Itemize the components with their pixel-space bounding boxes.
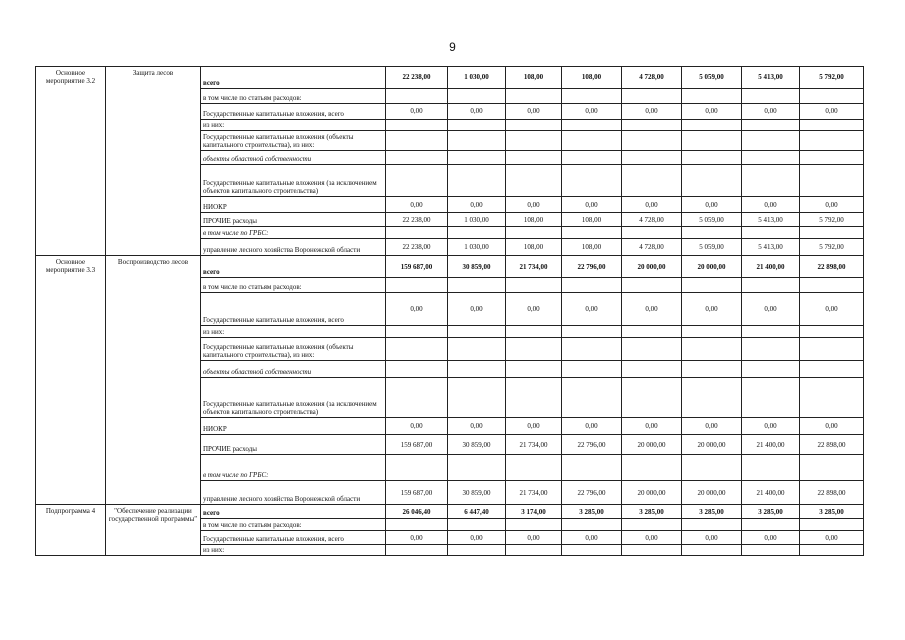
value-cell — [562, 278, 622, 293]
value-cell — [742, 338, 800, 361]
row-label: управление лесного хозяйства Воронежской области — [201, 481, 386, 505]
value-cell — [506, 378, 562, 418]
value-cell: 0,00 — [562, 104, 622, 120]
value-cell: 0,00 — [506, 293, 562, 326]
value-cell — [742, 519, 800, 531]
program-name: Воспроизводство лесов — [106, 256, 201, 505]
value-cell — [448, 361, 506, 378]
value-cell — [562, 326, 622, 338]
value-cell — [682, 545, 742, 556]
value-cell — [448, 326, 506, 338]
value-cell — [742, 120, 800, 131]
value-cell: 0,00 — [386, 293, 448, 326]
value-cell: 0,00 — [800, 418, 864, 435]
value-cell — [682, 89, 742, 104]
value-cell — [562, 227, 622, 239]
value-cell — [448, 227, 506, 239]
value-cell — [386, 455, 448, 481]
value-cell — [506, 545, 562, 556]
value-cell: 0,00 — [386, 418, 448, 435]
value-cell: 0,00 — [742, 104, 800, 120]
row-label: Государственные капитальные вложения (за исключением объектов капитального строительства) — [201, 378, 386, 418]
row-label: ПРОЧИЕ расходы — [201, 213, 386, 227]
value-cell — [682, 120, 742, 131]
value-cell — [506, 361, 562, 378]
value-cell — [386, 361, 448, 378]
value-cell: 0,00 — [448, 293, 506, 326]
value-cell: 0,00 — [506, 104, 562, 120]
value-cell — [800, 227, 864, 239]
value-cell — [742, 455, 800, 481]
row-label: НИОКР — [201, 197, 386, 213]
value-cell — [742, 278, 800, 293]
value-cell — [506, 131, 562, 151]
value-cell — [800, 120, 864, 131]
value-cell — [622, 89, 682, 104]
value-cell: 0,00 — [562, 418, 622, 435]
value-cell — [800, 326, 864, 338]
value-cell: 0,00 — [448, 104, 506, 120]
table-row — [36, 505, 864, 519]
value-cell: 0,00 — [562, 293, 622, 326]
value-cell — [742, 326, 800, 338]
value-cell — [448, 378, 506, 418]
value-cell: 0,00 — [386, 104, 448, 120]
value-cell: 159 687,00 — [386, 435, 448, 455]
value-cell — [682, 131, 742, 151]
value-cell — [386, 338, 448, 361]
value-cell — [562, 545, 622, 556]
value-cell — [800, 131, 864, 151]
value-cell — [562, 89, 622, 104]
value-cell: 30 859,00 — [448, 435, 506, 455]
value-cell: 5 413,00 — [742, 67, 800, 89]
program-name: Защита лесов — [106, 67, 201, 256]
row-label: всего — [201, 505, 386, 519]
page-number: 9 — [449, 40, 456, 54]
value-cell — [386, 326, 448, 338]
value-cell — [386, 278, 448, 293]
value-cell: 5 792,00 — [800, 239, 864, 256]
value-cell — [682, 227, 742, 239]
value-cell: 0,00 — [682, 104, 742, 120]
value-cell — [800, 378, 864, 418]
value-cell: 108,00 — [506, 67, 562, 89]
value-cell: 22 238,00 — [386, 213, 448, 227]
row-label: из них: — [201, 120, 386, 131]
value-cell: 5 059,00 — [682, 239, 742, 256]
value-cell: 1 030,00 — [448, 67, 506, 89]
value-cell: 20 000,00 — [622, 435, 682, 455]
value-cell: 22 796,00 — [562, 481, 622, 505]
budget-table — [35, 66, 864, 556]
value-cell: 0,00 — [448, 197, 506, 213]
value-cell: 0,00 — [742, 418, 800, 435]
value-cell — [800, 519, 864, 531]
value-cell — [448, 338, 506, 361]
row-label: Государственные капитальные вложения, всего — [201, 293, 386, 326]
value-cell: 0,00 — [742, 197, 800, 213]
value-cell: 22 796,00 — [562, 435, 622, 455]
row-label: в том числе по статьям расходов: — [201, 278, 386, 293]
value-cell: 20 000,00 — [622, 481, 682, 505]
value-cell: 21 734,00 — [506, 256, 562, 278]
value-cell: 0,00 — [506, 418, 562, 435]
program-code: Подпрограмма 4 — [36, 505, 106, 556]
value-cell: 0,00 — [682, 197, 742, 213]
value-cell — [386, 227, 448, 239]
value-cell — [682, 326, 742, 338]
value-cell: 108,00 — [562, 67, 622, 89]
value-cell — [742, 131, 800, 151]
value-cell — [800, 165, 864, 197]
row-label: Государственные капитальные вложения, всего — [201, 531, 386, 545]
value-cell: 26 046,40 — [386, 505, 448, 519]
value-cell — [682, 338, 742, 361]
value-cell: 3 285,00 — [622, 505, 682, 519]
value-cell — [386, 131, 448, 151]
value-cell — [742, 545, 800, 556]
table-row — [36, 67, 864, 89]
value-cell — [562, 131, 622, 151]
program-code: Основное мероприятие 3.2 — [36, 67, 106, 256]
value-cell: 6 447,40 — [448, 505, 506, 519]
value-cell — [562, 519, 622, 531]
value-cell: 30 859,00 — [448, 481, 506, 505]
value-cell: 3 174,00 — [506, 505, 562, 519]
value-cell: 159 687,00 — [386, 481, 448, 505]
value-cell: 3 285,00 — [682, 505, 742, 519]
row-label: в том числе по ГРБС: — [201, 227, 386, 239]
value-cell — [742, 89, 800, 104]
value-cell: 0,00 — [562, 531, 622, 545]
row-label: в том числе по статьям расходов: — [201, 89, 386, 104]
value-cell — [562, 120, 622, 131]
row-label: ПРОЧИЕ расходы — [201, 435, 386, 455]
value-cell — [682, 151, 742, 165]
value-cell: 3 285,00 — [800, 505, 864, 519]
value-cell — [562, 378, 622, 418]
value-cell: 21 734,00 — [506, 481, 562, 505]
value-cell: 3 285,00 — [742, 505, 800, 519]
value-cell: 22 238,00 — [386, 67, 448, 89]
value-cell — [506, 120, 562, 131]
value-cell: 4 728,00 — [622, 67, 682, 89]
row-label: НИОКР — [201, 418, 386, 435]
value-cell: 5 059,00 — [682, 213, 742, 227]
value-cell: 0,00 — [448, 418, 506, 435]
value-cell — [448, 151, 506, 165]
value-cell — [622, 338, 682, 361]
row-label: из них: — [201, 545, 386, 556]
value-cell — [562, 455, 622, 481]
value-cell: 108,00 — [506, 213, 562, 227]
value-cell: 22 898,00 — [800, 435, 864, 455]
value-cell — [448, 519, 506, 531]
value-cell: 4 728,00 — [622, 239, 682, 256]
value-cell: 108,00 — [562, 239, 622, 256]
value-cell — [506, 326, 562, 338]
value-cell: 0,00 — [682, 418, 742, 435]
value-cell: 5 792,00 — [800, 213, 864, 227]
value-cell — [506, 278, 562, 293]
value-cell: 0,00 — [800, 197, 864, 213]
value-cell — [682, 519, 742, 531]
value-cell: 0,00 — [622, 197, 682, 213]
value-cell: 0,00 — [622, 104, 682, 120]
value-cell — [562, 338, 622, 361]
value-cell: 21 734,00 — [506, 435, 562, 455]
row-label: управление лесного хозяйства Воронежской области — [201, 239, 386, 256]
value-cell: 1 030,00 — [448, 213, 506, 227]
value-cell — [506, 338, 562, 361]
value-cell — [800, 89, 864, 104]
value-cell — [682, 378, 742, 418]
row-label: всего — [201, 256, 386, 278]
program-code: Основное мероприятие 3.3 — [36, 256, 106, 505]
value-cell — [506, 89, 562, 104]
value-cell: 0,00 — [448, 531, 506, 545]
value-cell — [386, 89, 448, 104]
value-cell — [800, 338, 864, 361]
value-cell — [448, 165, 506, 197]
value-cell — [448, 131, 506, 151]
value-cell — [506, 455, 562, 481]
value-cell: 22 796,00 — [562, 256, 622, 278]
value-cell: 0,00 — [742, 293, 800, 326]
value-cell — [562, 151, 622, 165]
value-cell: 0,00 — [506, 197, 562, 213]
value-cell — [622, 545, 682, 556]
value-cell — [622, 326, 682, 338]
value-cell — [448, 120, 506, 131]
value-cell: 22 898,00 — [800, 481, 864, 505]
value-cell: 0,00 — [800, 531, 864, 545]
value-cell: 30 859,00 — [448, 256, 506, 278]
value-cell — [742, 378, 800, 418]
row-label: Государственные капитальные вложения (объекты капитального строительства), из них: — [201, 131, 386, 151]
value-cell — [386, 519, 448, 531]
value-cell — [622, 361, 682, 378]
value-cell — [562, 165, 622, 197]
value-cell: 0,00 — [562, 197, 622, 213]
row-label: в том числе по ГРБС: — [201, 455, 386, 481]
value-cell — [506, 519, 562, 531]
value-cell — [506, 165, 562, 197]
value-cell — [800, 278, 864, 293]
row-label: Государственные капитальные вложения (объекты капитального строительства), из них: — [201, 338, 386, 361]
value-cell: 22 238,00 — [386, 239, 448, 256]
value-cell: 20 000,00 — [622, 256, 682, 278]
value-cell: 0,00 — [682, 531, 742, 545]
value-cell — [622, 519, 682, 531]
value-cell — [506, 227, 562, 239]
value-cell — [622, 278, 682, 293]
value-cell — [448, 455, 506, 481]
value-cell: 159 687,00 — [386, 256, 448, 278]
value-cell — [742, 165, 800, 197]
value-cell: 5 413,00 — [742, 239, 800, 256]
value-cell: 22 898,00 — [800, 256, 864, 278]
value-cell — [742, 227, 800, 239]
row-label: объекты областной собственности — [201, 361, 386, 378]
value-cell: 108,00 — [562, 213, 622, 227]
value-cell: 20 000,00 — [682, 481, 742, 505]
value-cell — [682, 361, 742, 378]
value-cell — [800, 151, 864, 165]
value-cell: 1 030,00 — [448, 239, 506, 256]
value-cell: 0,00 — [622, 293, 682, 326]
value-cell: 0,00 — [622, 418, 682, 435]
value-cell — [800, 361, 864, 378]
value-cell — [622, 227, 682, 239]
value-cell — [622, 120, 682, 131]
value-cell: 0,00 — [800, 293, 864, 326]
program-name: "Обеспечение реализации государственной программы" — [106, 505, 201, 556]
row-label: из них: — [201, 326, 386, 338]
value-cell — [800, 455, 864, 481]
value-cell — [386, 378, 448, 418]
value-cell: 108,00 — [506, 239, 562, 256]
value-cell — [622, 455, 682, 481]
value-cell: 0,00 — [800, 104, 864, 120]
value-cell — [622, 378, 682, 418]
value-cell: 4 728,00 — [622, 213, 682, 227]
value-cell: 5 059,00 — [682, 67, 742, 89]
value-cell — [506, 151, 562, 165]
value-cell: 21 400,00 — [742, 435, 800, 455]
row-label: всего — [201, 67, 386, 89]
value-cell — [386, 165, 448, 197]
value-cell — [742, 361, 800, 378]
row-label: объекты областной собственности — [201, 151, 386, 165]
value-cell: 0,00 — [622, 531, 682, 545]
value-cell — [562, 361, 622, 378]
value-cell: 0,00 — [386, 531, 448, 545]
value-cell — [682, 278, 742, 293]
value-cell — [800, 545, 864, 556]
value-cell — [448, 89, 506, 104]
value-cell: 20 000,00 — [682, 435, 742, 455]
value-cell — [682, 165, 742, 197]
value-cell — [622, 131, 682, 151]
row-label: Государственные капитальные вложения (за исключением объектов капитального строительства) — [201, 165, 386, 197]
value-cell — [448, 545, 506, 556]
value-cell — [622, 165, 682, 197]
row-label: в том числе по статьям расходов: — [201, 519, 386, 531]
value-cell: 0,00 — [682, 293, 742, 326]
value-cell: 5 413,00 — [742, 213, 800, 227]
value-cell: 0,00 — [386, 197, 448, 213]
row-label: Государственные капитальные вложения, всего — [201, 104, 386, 120]
value-cell: 0,00 — [506, 531, 562, 545]
value-cell — [742, 151, 800, 165]
value-cell: 3 285,00 — [562, 505, 622, 519]
value-cell — [448, 278, 506, 293]
value-cell: 21 400,00 — [742, 481, 800, 505]
value-cell: 21 400,00 — [742, 256, 800, 278]
value-cell: 5 792,00 — [800, 67, 864, 89]
value-cell: 20 000,00 — [682, 256, 742, 278]
value-cell — [386, 545, 448, 556]
table-row — [36, 256, 864, 278]
value-cell — [386, 120, 448, 131]
value-cell — [622, 151, 682, 165]
value-cell: 0,00 — [742, 531, 800, 545]
value-cell — [682, 455, 742, 481]
value-cell — [386, 151, 448, 165]
